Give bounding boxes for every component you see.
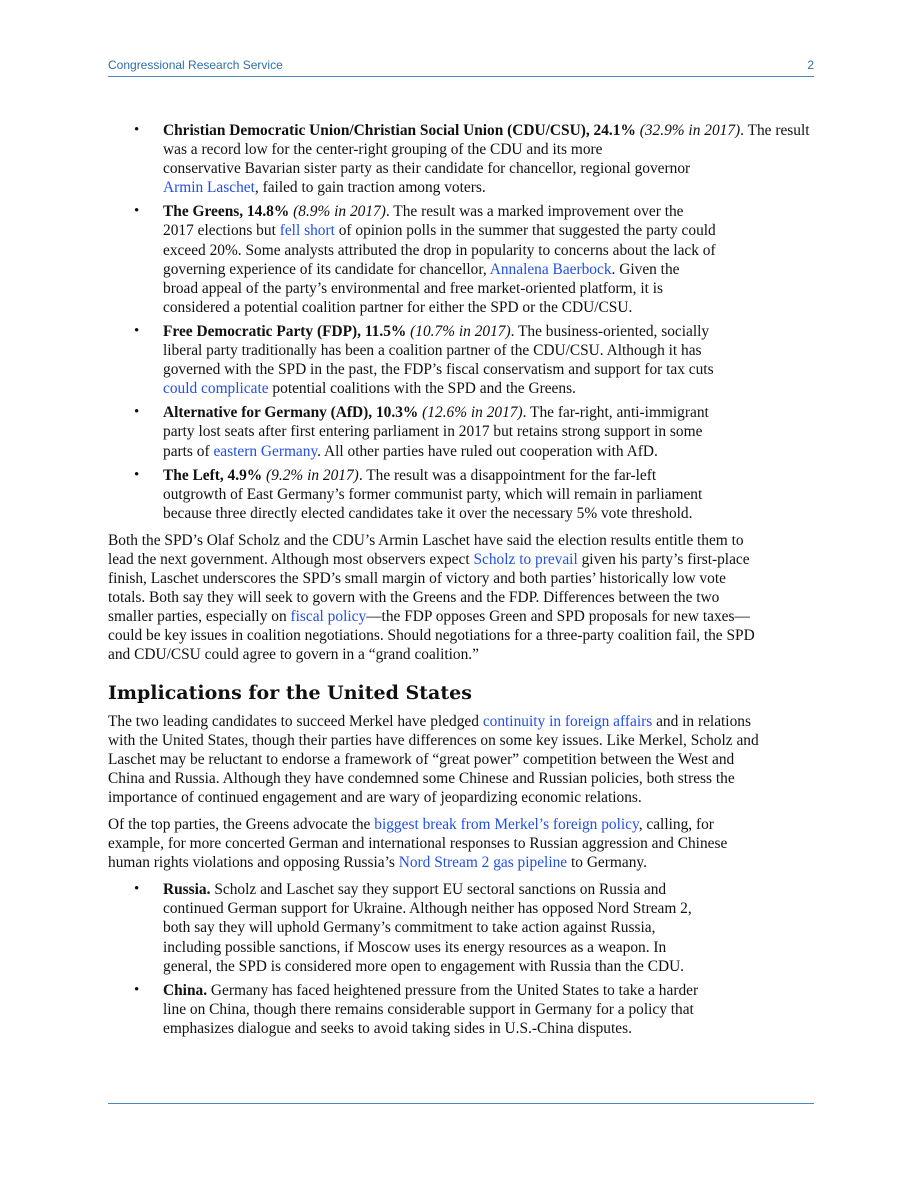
footer-rule [108,1103,814,1104]
list-item-afd: • Alternative for Germany (AfD), 10.3% (12.6% in 2017). The far-right, anti-immigrant party lost seats after first entering parliament in 2017 but retains strong support in some parts of eastern Germany. All other parties have ruled out cooperation with AfD. [134,404,709,460]
link-scholz-to-prevail[interactable]: Scholz to prevail [473,550,578,568]
header-rule [108,76,814,77]
link-annalena-baerbock[interactable]: Annalena Baerbock [489,260,612,278]
policy-list [108,880,814,1038]
bullet-icon: • [134,881,140,898]
link-nord-stream-2[interactable]: Nord Stream 2 gas pipeline [398,854,568,872]
bullet-icon: • [134,404,140,421]
list-item-left: • The Left, 4.9% (9.2% in 2017). The result was a disappointment for the far-left outgrowth of East Germany’s former communist party, which will remain in parliament because three directly elected candidates take it over the necessary 5% vote threshold. [134,466,703,522]
paragraph-greens-policy: Of the top parties, the Greens advocate the biggest break from Merkel’s foreign policy, calling, for example, for more concerted German and international responses to Russian aggression and Chinese human rights violations and opposing Russia’s Nord Stream 2 gas pipeline to Germany. [108,816,728,872]
paragraph-coalition: Both the SPD’s Olaf Scholz and the CDU’s Armin Laschet have said the election results entitle them to lead the next government. Although most observers expect Scholz to prevail given his party’s first-place finish, Laschet underscores the SPD’s small margin of victory and both parties’ historically low vote totals. Both say they will seek to govern with the Greens and the FDP. Differences between the two smaller parties, especially on fiscal policy—the FDP opposes Green and SPD proposals for new taxes— could be key issues in coalition negotiations. Should negotiations for a three-party coalition fail, the SPD and CDU/CSU could agree to govern in a “grand coalition.” [108,531,755,664]
bullet-icon: • [134,122,140,138]
link-could-complicate[interactable]: could complicate [163,380,269,398]
paragraph-implications: The two leading candidates to succeed Merkel have pledged continuity in foreign affairs and in relations with the United States, though their parties have differences on some key issues. Like Merkel, Scholz and Laschet may be reluctant to endorse a framework of “great power” competition between the West and China and Russia. Although they have condemned some Chinese and Russian policies, both stress the importance of continued engagement and are wary of jeopardizing economic relations. [108,712,759,806]
link-continuity-foreign-affairs[interactable]: continuity in foreign affairs [482,712,653,730]
link-biggest-break[interactable]: biggest break from Merkel’s foreign policy [374,816,639,833]
link-fell-short[interactable]: fell short [279,222,335,240]
section-heading: Implications for the United States [108,681,472,704]
bullet-icon: • [134,322,140,339]
bullet-icon: • [134,466,140,483]
link-armin-laschet[interactable]: Armin Laschet [163,179,255,197]
election-results-list [108,121,814,523]
header-title: Congressional Research Service [108,58,283,72]
link-fiscal-policy[interactable]: fiscal policy [290,608,367,626]
list-item-russia: • Russia. Scholz and Laschet say they support EU sectoral sanctions on Russia and continued German support for Ukraine. Although neither has opposed Nord Stream 2, both say they will uphold Germany’s commitment to take action against Russia, including possible sanctions, if Moscow uses its energy resources as a weapon. In general, the SPD is considered more open to engagement with Russia than the CDU. [134,881,692,975]
bullet-icon: • [134,981,140,998]
page-header [108,58,814,78]
page-number: 2 [807,58,814,72]
list-item-greens: • The Greens, 14.8% (8.9% in 2017). The result was a marked improvement over the 2017 elections but fell short of opinion polls in the summer that suggested the party could exceed 20%. Some analysts attributed the drop in popularity to concerns about the lack of governing experience of its candidate for chancellor, Annalena Baerbock. Given the broad appeal of the party’s environmental and free market-oriented platform, it is considered a potential coalition partner for either the SPD or the CDU/CSU. [134,203,716,316]
list-item-cdu: • Christian Democratic Union/Christian Social Union (CDU/CSU), 24.1% (32.9% in 2017). The result was a record low for the center-right grouping of the CDU and its more conservative Bavarian sister party as their candidate for chancellor, regional governor Armin Laschet, failed to gain traction among voters. [134,122,810,197]
document-body [108,121,814,1038]
bullet-icon: • [134,203,140,220]
list-item-fdp: • Free Democratic Party (FDP), 11.5% (10.7% in 2017). The business-oriented, socially liberal party traditionally has been a coalition partner of the CDU/CSU. Although it has governed with the SPD in the past, the FDP’s fiscal conservatism and support for tax cuts could complicate potential coalitions with the SPD and the Greens. [134,322,714,398]
list-item-china: • China. Germany has faced heightened pressure from the United States to take a harder line on China, though there remains considerable support in Germany for a policy that emphasizes dialogue and seeks to avoid taking sides in U.S.-China disputes. [134,981,699,1037]
link-eastern-germany[interactable]: eastern Germany [213,442,318,460]
